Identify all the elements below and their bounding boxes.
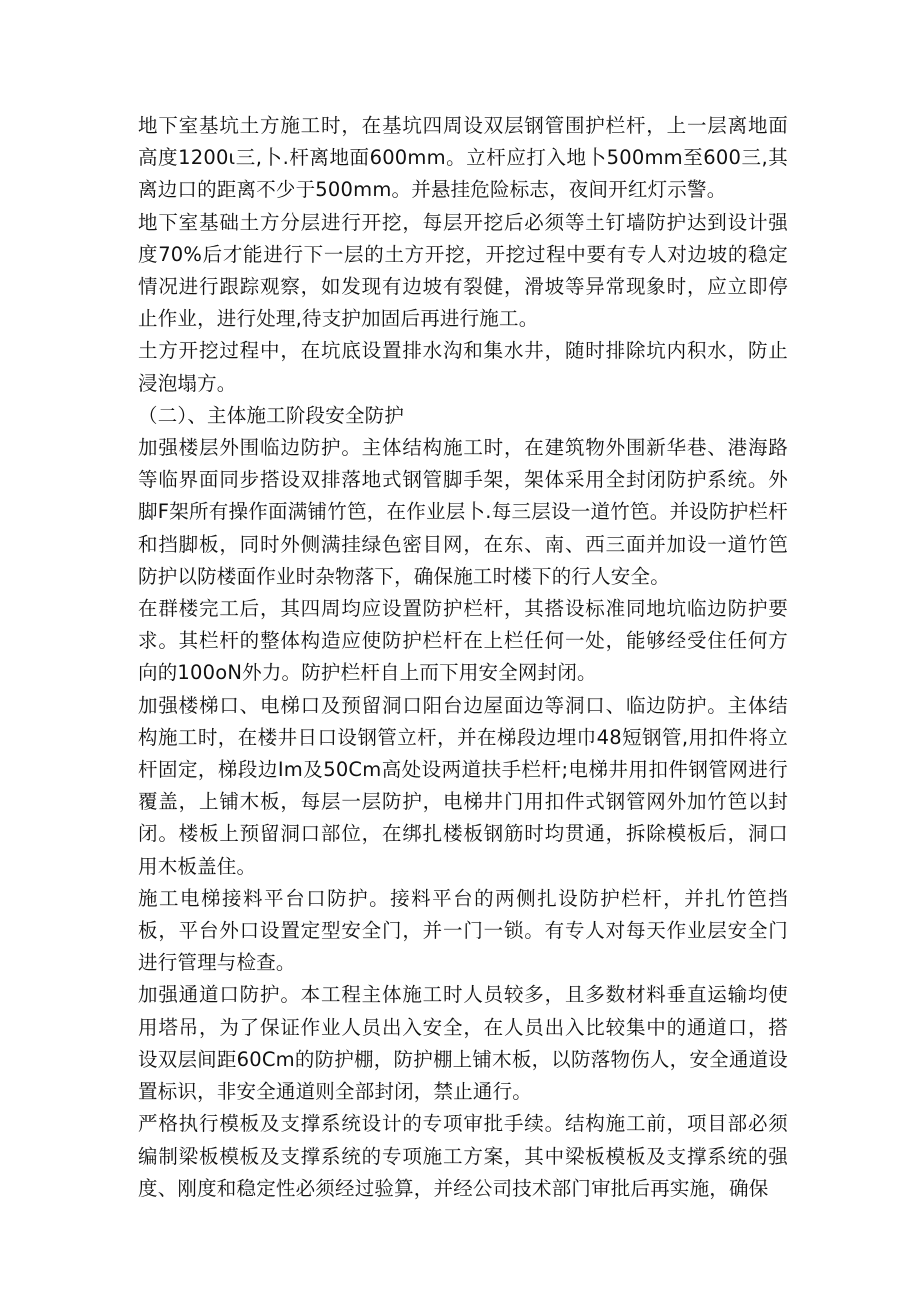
paragraph-perimeter-protection: 加强楼层外围临边防护。主体结构施工时，在建筑物外围新华巷、港海路等临界面同步搭设双排落地式钢管脚手架，架体采用全封闭防护系统。外脚F架所有操作面满铺竹笆，在作业层卜.每三层设一道竹笆。并设防护栏杆和挡脚板，同时外侧满挂绿色密目网，在东、南、西三面并加设一道竹笆防护以防楼面作业时杂物落下，确保施工时楼下的行人安全。 [138, 436, 788, 588]
paragraph-excavation-railing: 地下室基坑土方施工时，在基坑四周设双层钢管围护栏杆，上一层离地面高度1200ι三,卜.杆离地面600mm。立杆应打入地卜500mm至600三,其离边口的距离不少于500mm。并悬挂危险标志，夜间开红灯示警。 [138, 114, 788, 202]
paragraph-elevator-platform: 施工电梯接料平台口防护。接料平台的两侧扎设防护栏杆，并扎竹笆挡板，平台外口设置定型安全门，并一门一锁。有专人对每天作业层安全门进行管理与检查。 [138, 886, 788, 975]
document-body [138, 110, 788, 1205]
paragraph-openings-protection: 加强楼梯口、电梯口及预留洞口阳台边屋面边等洞口、临边防护。主体结构施工时，在楼井日口设钢管立杆，并在梯段边埋巾48短钢管,用扣件将立杆固定，梯段边Im及50Cm高处设两道扶手栏杆;电梯井用扣件钢管网进行覆盖，上铺木板，每层一层防护，电梯井门用扣件式钢管网外加竹笆以封闭。楼板上预留洞口部位，在绑扎楼板钢筋时均贯通，拆除模板后，洞口用木板盖住。 [138, 693, 788, 878]
paragraph-layered-excavation: 地下室基础土方分层进行开挖，每层开挖后必须等土钉墙防护达到设计强度70%后才能进行下一层的土方开挖，开挖过程中要有专人对边坡的稳定情况进行跟踪观察，如发现有边坡有裂健，滑坡等异常现象时，应立即停止作业，进行处理,待支护加固后再进行施工。 [138, 210, 788, 331]
paragraph-drainage: 土方开挖过程中，在坑底设置排水沟和集水井，随时排除坑内积水，防止浸泡塌方。 [138, 339, 788, 395]
paragraph-podium-railing: 在群楼完工后，其四周均应设置防护栏杆，其搭设标准同地坑临边防护要求。其栏杆的整体构造应使防护栏杆在上栏任何一处，能够经受住任何方向的100oN外力。防护栏杆自上而下用安全网封闭。 [138, 597, 788, 685]
paragraph-formwork-approval: 严格执行模板及支撑系统设计的专项审批手续。结构施工前，项目部必须编制梁板模板及支撑系统的专项施工方案，其中梁板模板及支撑系统的强度、刚度和稳定性必须经过验算，并经公司技术部门审批后再实施，确保 [138, 1112, 788, 1200]
paragraph-passage-protection: 加强通道口防护。本工程主体施工时人员较多，且多数材料垂直运输均使用塔吊，为了保证作业人员出入安全，在人员出入比较集中的通道口，搭设双层间距60Cm的防护棚，防护棚上铺木板，以防落物伤人，安全通道设置标识，非安全通道则全部封闭，禁止通行。 [138, 983, 788, 1104]
section-heading: （二）、主体施工阶段安全防护 [138, 403, 405, 427]
